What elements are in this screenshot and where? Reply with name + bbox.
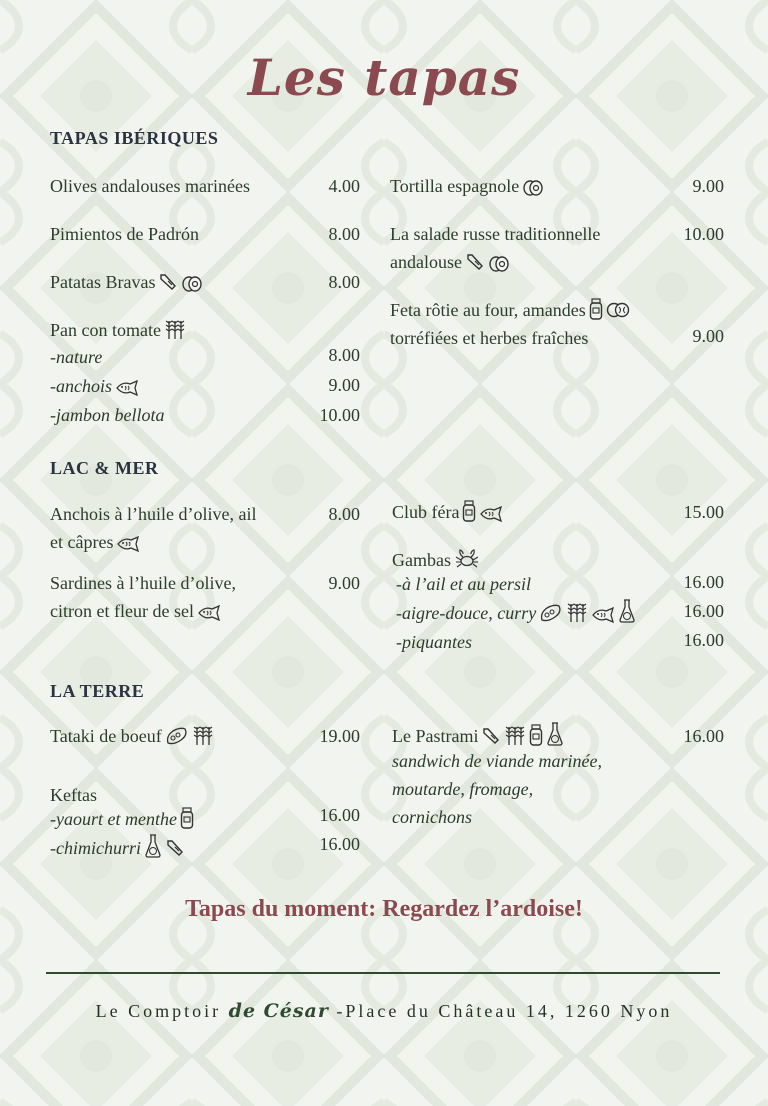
milk-icon — [529, 724, 543, 746]
price-olives: 4.00 — [328, 176, 360, 196]
nuts-icon — [606, 300, 630, 320]
price-salade-russe: 10.00 — [683, 224, 724, 244]
menu-item-pastrami: Le Pastrami — [392, 722, 564, 750]
sub-item-nature: -nature — [50, 347, 103, 367]
price-gambas-aigre: 16.00 — [683, 601, 724, 621]
price-nature: 8.00 — [328, 345, 360, 365]
sulfite-flask-icon — [618, 599, 636, 623]
price-club-fera: 15.00 — [683, 502, 724, 522]
tapas-du-moment: Tapas du moment: Regardez l’ardoise! — [185, 896, 583, 922]
soy-icon — [165, 726, 189, 746]
price-keftas-yaourt: 16.00 — [319, 805, 360, 825]
sulfite-flask-icon — [144, 834, 162, 858]
egg-icon — [522, 178, 544, 196]
price-anchois-huile: 8.00 — [328, 504, 360, 524]
milk-icon — [462, 500, 476, 522]
menu-item-patatas: Patatas Bravas — [50, 268, 203, 296]
menu-item-keftas: Keftas — [50, 785, 97, 805]
price-anchois: 9.00 — [328, 375, 360, 395]
pastrami-description: sandwich de viande marinée, moutarde, fromage, cornichons — [392, 751, 602, 827]
fish-icon — [479, 506, 503, 522]
section-title-lac-mer: LAC & MER — [50, 458, 159, 478]
wheat-icon — [566, 601, 588, 623]
price-keftas-chimichurri: 16.00 — [319, 834, 360, 854]
menu-item-olives: Olives andalouses marinées — [50, 176, 250, 196]
sub-item-keftas-chimichurri: -chimichurri — [50, 834, 185, 862]
fish-icon — [197, 605, 221, 621]
brand-script: de César — [228, 1000, 329, 1022]
price-feta: 9.00 — [692, 326, 724, 346]
wheat-icon — [164, 318, 186, 340]
wheat-icon — [192, 724, 214, 746]
menu-item-sardines: Sardines à l’huile d’olive, citron et fleur de sel — [50, 573, 236, 621]
soy-icon — [539, 603, 563, 623]
price-gambas-piquantes: 16.00 — [683, 630, 724, 650]
price-patatas: 8.00 — [328, 272, 360, 292]
milk-icon — [180, 807, 194, 829]
fish-icon — [115, 380, 139, 396]
menu-item-salade-russe: La salade russe traditionnelle andalouse — [390, 224, 601, 272]
menu-item-anchois-huile: Anchois à l’huile d’olive, ail et câpres — [50, 504, 257, 552]
bottle-icon — [465, 252, 485, 272]
menu-item-feta: Feta rôtie au four, amandes torréfiées et herbes fraîches — [390, 296, 630, 352]
bottle-icon — [165, 838, 185, 858]
sub-item-keftas-yaourt: -yaourt et menthe — [50, 805, 194, 833]
wheat-icon — [504, 724, 526, 746]
menu-item-pimientos: Pimientos de Padrón — [50, 224, 199, 244]
sub-item-anchois: -anchois — [50, 372, 139, 400]
fish-icon — [591, 607, 615, 623]
egg-icon — [488, 254, 510, 272]
section-title-terre: LA TERRE — [50, 681, 145, 701]
bottle-icon — [158, 272, 178, 292]
page-title: Les tapas — [247, 48, 521, 107]
footer-address: Le Comptoir de César -Place du Château 14, 1260 Nyon — [95, 1000, 673, 1022]
price-pimientos: 8.00 — [328, 224, 360, 244]
sulfite-flask-icon — [546, 722, 564, 746]
divider — [46, 972, 720, 974]
fish-icon — [116, 536, 140, 552]
sub-item-gambas-ail: -à l’ail et au persil — [396, 574, 531, 594]
sub-item-jambon: -jambon bellota — [50, 405, 165, 425]
milk-icon — [589, 298, 603, 320]
price-tataki: 19.00 — [319, 726, 360, 746]
crab-icon — [454, 548, 480, 570]
menu-item-tataki: Tataki de boeuf — [50, 722, 214, 750]
price-jambon: 10.00 — [319, 405, 360, 425]
menu-item-tortilla: Tortilla espagnole — [390, 172, 544, 200]
menu-item-club-fera: Club féra — [392, 498, 503, 526]
price-pastrami: 16.00 — [683, 726, 724, 746]
price-sardines: 9.00 — [328, 573, 360, 593]
egg-icon — [181, 274, 203, 292]
section-title-iberiques: TAPAS IBÉRIQUES — [50, 128, 219, 148]
menu-item-gambas: Gambas — [392, 546, 480, 574]
menu-item-pan-con-tomate: Pan con tomate — [50, 316, 186, 344]
sub-item-gambas-aigre: -aigre-douce, curry — [396, 599, 636, 627]
bottle-icon — [481, 726, 501, 746]
price-gambas-ail: 16.00 — [683, 572, 724, 592]
sub-item-gambas-piquantes: -piquantes — [396, 632, 472, 652]
price-tortilla: 9.00 — [692, 176, 724, 196]
